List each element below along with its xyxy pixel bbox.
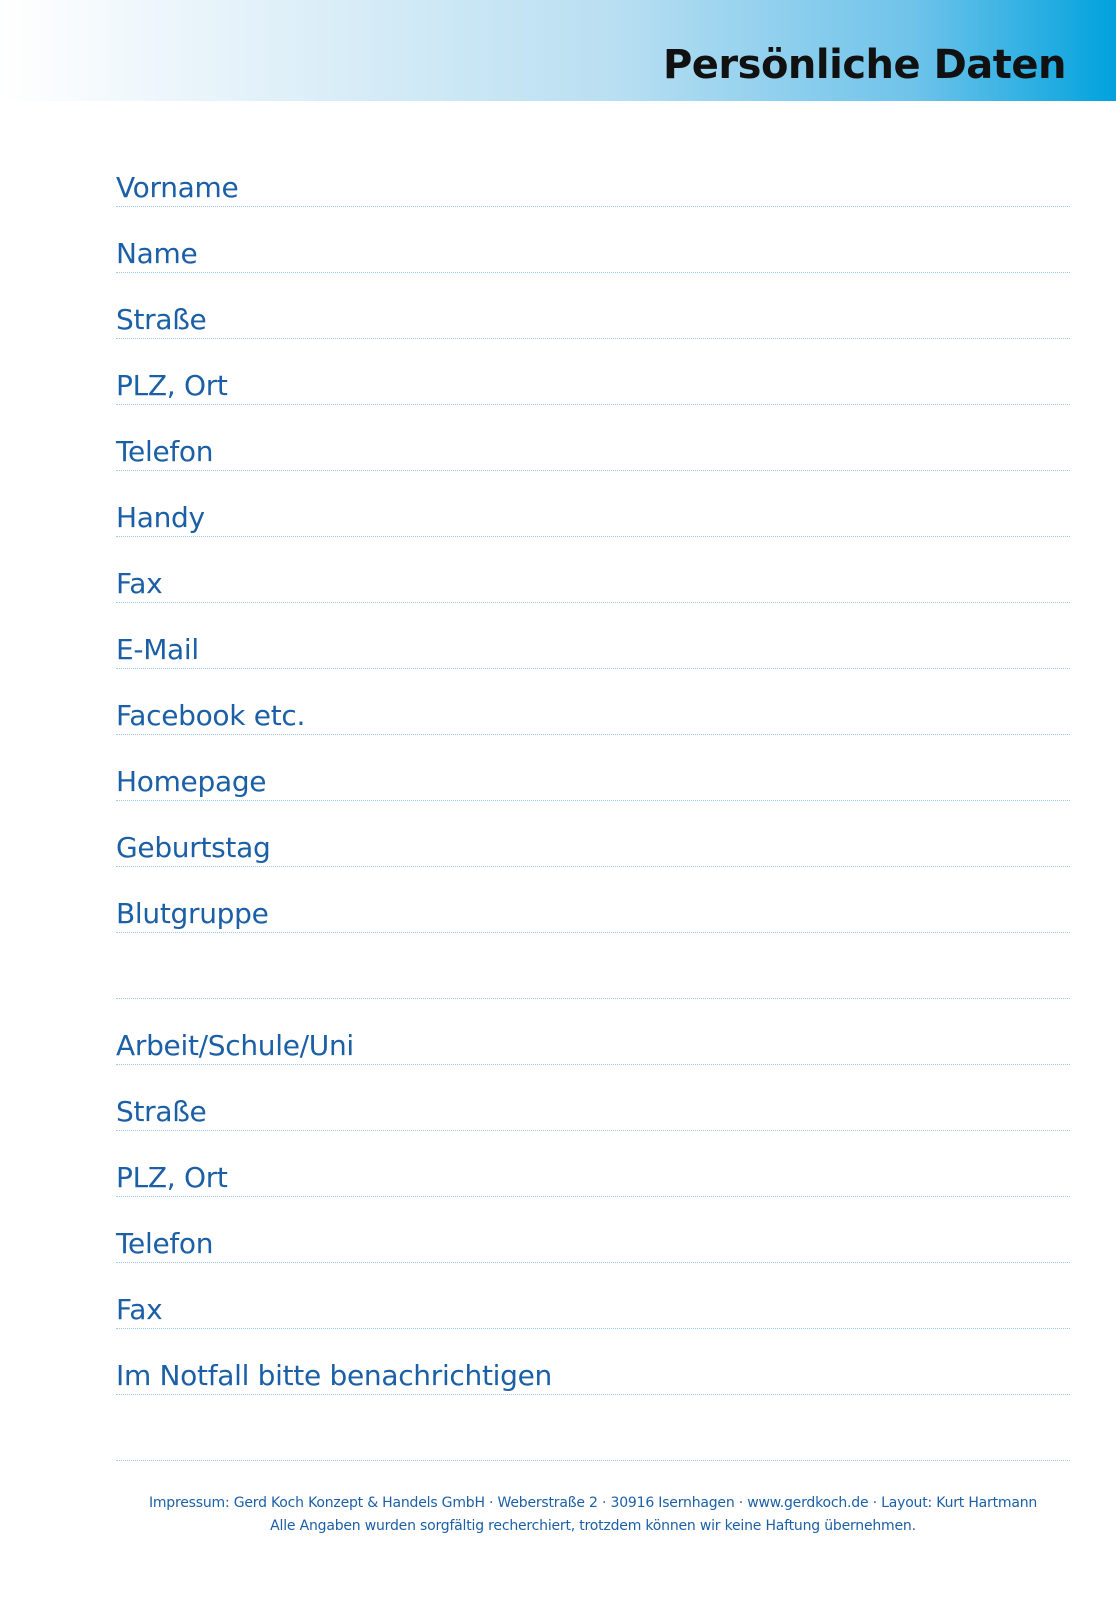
field-label: Fax bbox=[116, 567, 163, 600]
field-row-vorname[interactable] bbox=[116, 141, 1070, 207]
field-row-arbeit-plz-ort[interactable] bbox=[116, 1131, 1070, 1197]
field-label: Straße bbox=[116, 1095, 207, 1128]
field-row-arbeit-strasse[interactable] bbox=[116, 1065, 1070, 1131]
field-row-plz-ort[interactable] bbox=[116, 339, 1070, 405]
field-row-email[interactable] bbox=[116, 603, 1070, 669]
field-row-fax[interactable] bbox=[116, 537, 1070, 603]
field-label: Vorname bbox=[116, 171, 239, 204]
field-label: PLZ, Ort bbox=[116, 1161, 228, 1194]
field-row-telefon[interactable] bbox=[116, 405, 1070, 471]
field-label: Name bbox=[116, 237, 198, 270]
field-row-notfall-blank[interactable] bbox=[116, 1395, 1070, 1461]
footer-imprint-line: Impressum: Gerd Koch Konzept & Handels GmbH · Weberstraße 2 · 30916 Isernhagen · www.gerdkoch.de · Layout: Kurt Hartmann bbox=[148, 1495, 1038, 1511]
field-row-arbeit-fax[interactable] bbox=[116, 1263, 1070, 1329]
field-label: Facebook etc. bbox=[116, 699, 306, 732]
field-label: Im Notfall bitte benachrichtigen bbox=[116, 1359, 552, 1392]
form-fields bbox=[116, 141, 1070, 1461]
footer-disclaimer-line: Alle Angaben wurden sorgfältig recherchiert, trotzdem können wir keine Haftung übernehmen. bbox=[270, 1518, 916, 1534]
field-row-notfall[interactable] bbox=[116, 1329, 1070, 1395]
field-label: E-Mail bbox=[116, 633, 199, 666]
field-label: Telefon bbox=[116, 435, 214, 468]
field-label: Handy bbox=[116, 501, 205, 534]
field-row-arbeit-telefon[interactable] bbox=[116, 1197, 1070, 1263]
field-row-blutgruppe[interactable] bbox=[116, 867, 1070, 933]
field-row-geburtstag[interactable] bbox=[116, 801, 1070, 867]
field-row-blank[interactable] bbox=[116, 933, 1070, 999]
field-row-arbeit[interactable] bbox=[116, 999, 1070, 1065]
field-row-handy[interactable] bbox=[116, 471, 1070, 537]
page-title: Persönliche Daten bbox=[662, 42, 1066, 88]
field-label: Homepage bbox=[116, 765, 267, 798]
field-label: PLZ, Ort bbox=[116, 369, 228, 402]
field-label: Telefon bbox=[116, 1227, 214, 1260]
field-row-facebook[interactable] bbox=[116, 669, 1070, 735]
field-row-strasse[interactable] bbox=[116, 273, 1070, 339]
field-row-homepage[interactable] bbox=[116, 735, 1070, 801]
field-label: Arbeit/Schule/Uni bbox=[116, 1029, 354, 1062]
field-label: Blutgruppe bbox=[116, 897, 269, 930]
field-label: Fax bbox=[116, 1293, 163, 1326]
field-label: Geburtstag bbox=[116, 831, 271, 864]
field-label: Straße bbox=[116, 303, 207, 336]
footer-imprint bbox=[116, 1492, 1070, 1538]
field-row-name[interactable] bbox=[116, 207, 1070, 273]
